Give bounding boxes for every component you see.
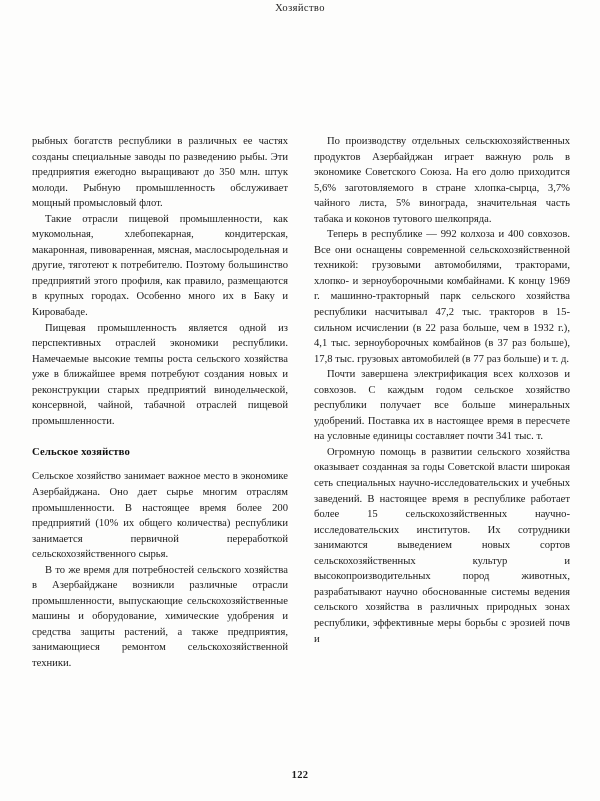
right-column (314, 134, 570, 672)
heading-spacer-bottom (32, 460, 288, 469)
section-heading-agriculture: Сельское хозяйство (32, 445, 131, 458)
two-column-body (32, 134, 570, 672)
paragraph-electrification-fertilizers: Почти завершена электрификация всех колхозов и совхозов. С каждым годом сельское хозяйство республики получает все больше минеральных удобрений. Поставка их в настоящее время в пересчете на условные единицы составляет почти 341 тыс. т. (314, 369, 570, 443)
heading-spacer-top (32, 429, 288, 445)
paragraph-agriculture-supporting-industries: В то же время для потребностей сельского хозяйства в Азербайджане возникли различные отрасли промышленности, выпускающие сельскохозяйственные машины и оборудование, химические удобрения и средства защиты растений, а также предприятия, занимающиеся ремонтом сельскохозяйственной техники. (32, 564, 288, 669)
left-column (32, 134, 288, 672)
running-head: Хозяйство (275, 3, 325, 14)
paragraph-production-share: По производству отдельных сельскюхозяйственных продуктов Азербайджан играет важную роль в экономике Советского Союза. На его долю приходится 5,6% заготовляемого в стране хлопка-сырца, 3,7% чайного листа, 5% винограда, значительная часть табака и коконов тутового шелкопряда. (314, 136, 570, 225)
paragraph-food-industry-prospects: Пищевая промышленность является одной из перспективных отраслей экономики республики. Намечаемые высокие темпы роста сельского хозяйства уже в ближайшее время потребуют создания новых и реконструкции старых предприятий винодельческой, консервной, чайной, табачной отраслей пищевой промышленности. (32, 322, 288, 427)
paragraph-science-institutes: Огромную помощь в развитии сельского хозяйства оказывает созданная за годы Советской власти широкая сеть специальных научно-исследовательских и учебных заведений. В настоящее время в республике работает более 15 сельскохозяйственных научно-исследовательских институтов. Их сотрудники занимаются выведением новых сортов сельскохозяйственных культур и высокопроизводительных пород животных, разрабатывают научно обоснованные системы ведения сельского хозяйства в различных природных зонах республики, эффективные меры борьбы с эрозией почв и (314, 446, 570, 645)
paragraph-fish-industry: рыбных богатств республики в различных ее частях созданы специальные заводы по разведению рыбы. Эти предприятия ежегодно выращивают до 350 млн. штук молоди. Рыбную промышленность обслуживает мощный промысловый флот. (32, 136, 288, 210)
paragraph-agriculture-role: Сельское хозяйство занимает важное место в экономике Азербайджана. Оно дает сырье многим отраслям промышленности. В настоящее время более 200 предприятий (10% их общего количества) республики занимается первичной переработкой сельскохозяйственного сырья. (32, 471, 288, 561)
paragraph-kolkhozes-machinery: Теперь в республике — 992 колхоза и 400 совхозов. Все они оснащены современной сельскохозяйственной техникой: грузовыми автомобилями, тракторами, хлопко- и зерноуборочными комбайнами. К концу 1969 г. машинно-тракторный парк сельского хозяйства республики насчитывал 47,2 тыс. тракторов в 15-сильном исчислении (в 22 раза больше, чем в 1932 г.), 4,1 тыс. зерноуборочных комбайнов (в 37 раз больше), 17,8 тыс. грузовых автомобилей (в 77 раз больше) и т. д. (314, 229, 570, 365)
page-number: 122 (291, 770, 309, 781)
paragraph-food-industry-branches: Такие отрасли пищевой промышленности, как мукомольная, хлебопекарная, кондитерская, макаронная, пивоваренная, мясная, маслосыродельная и другие, тяготеют к потребителю. Поэтому большинство предприятий этого профиля, как правило, размещаются в крупных городах. Особенно много их в Баку и Кировабаде. (32, 213, 288, 319)
